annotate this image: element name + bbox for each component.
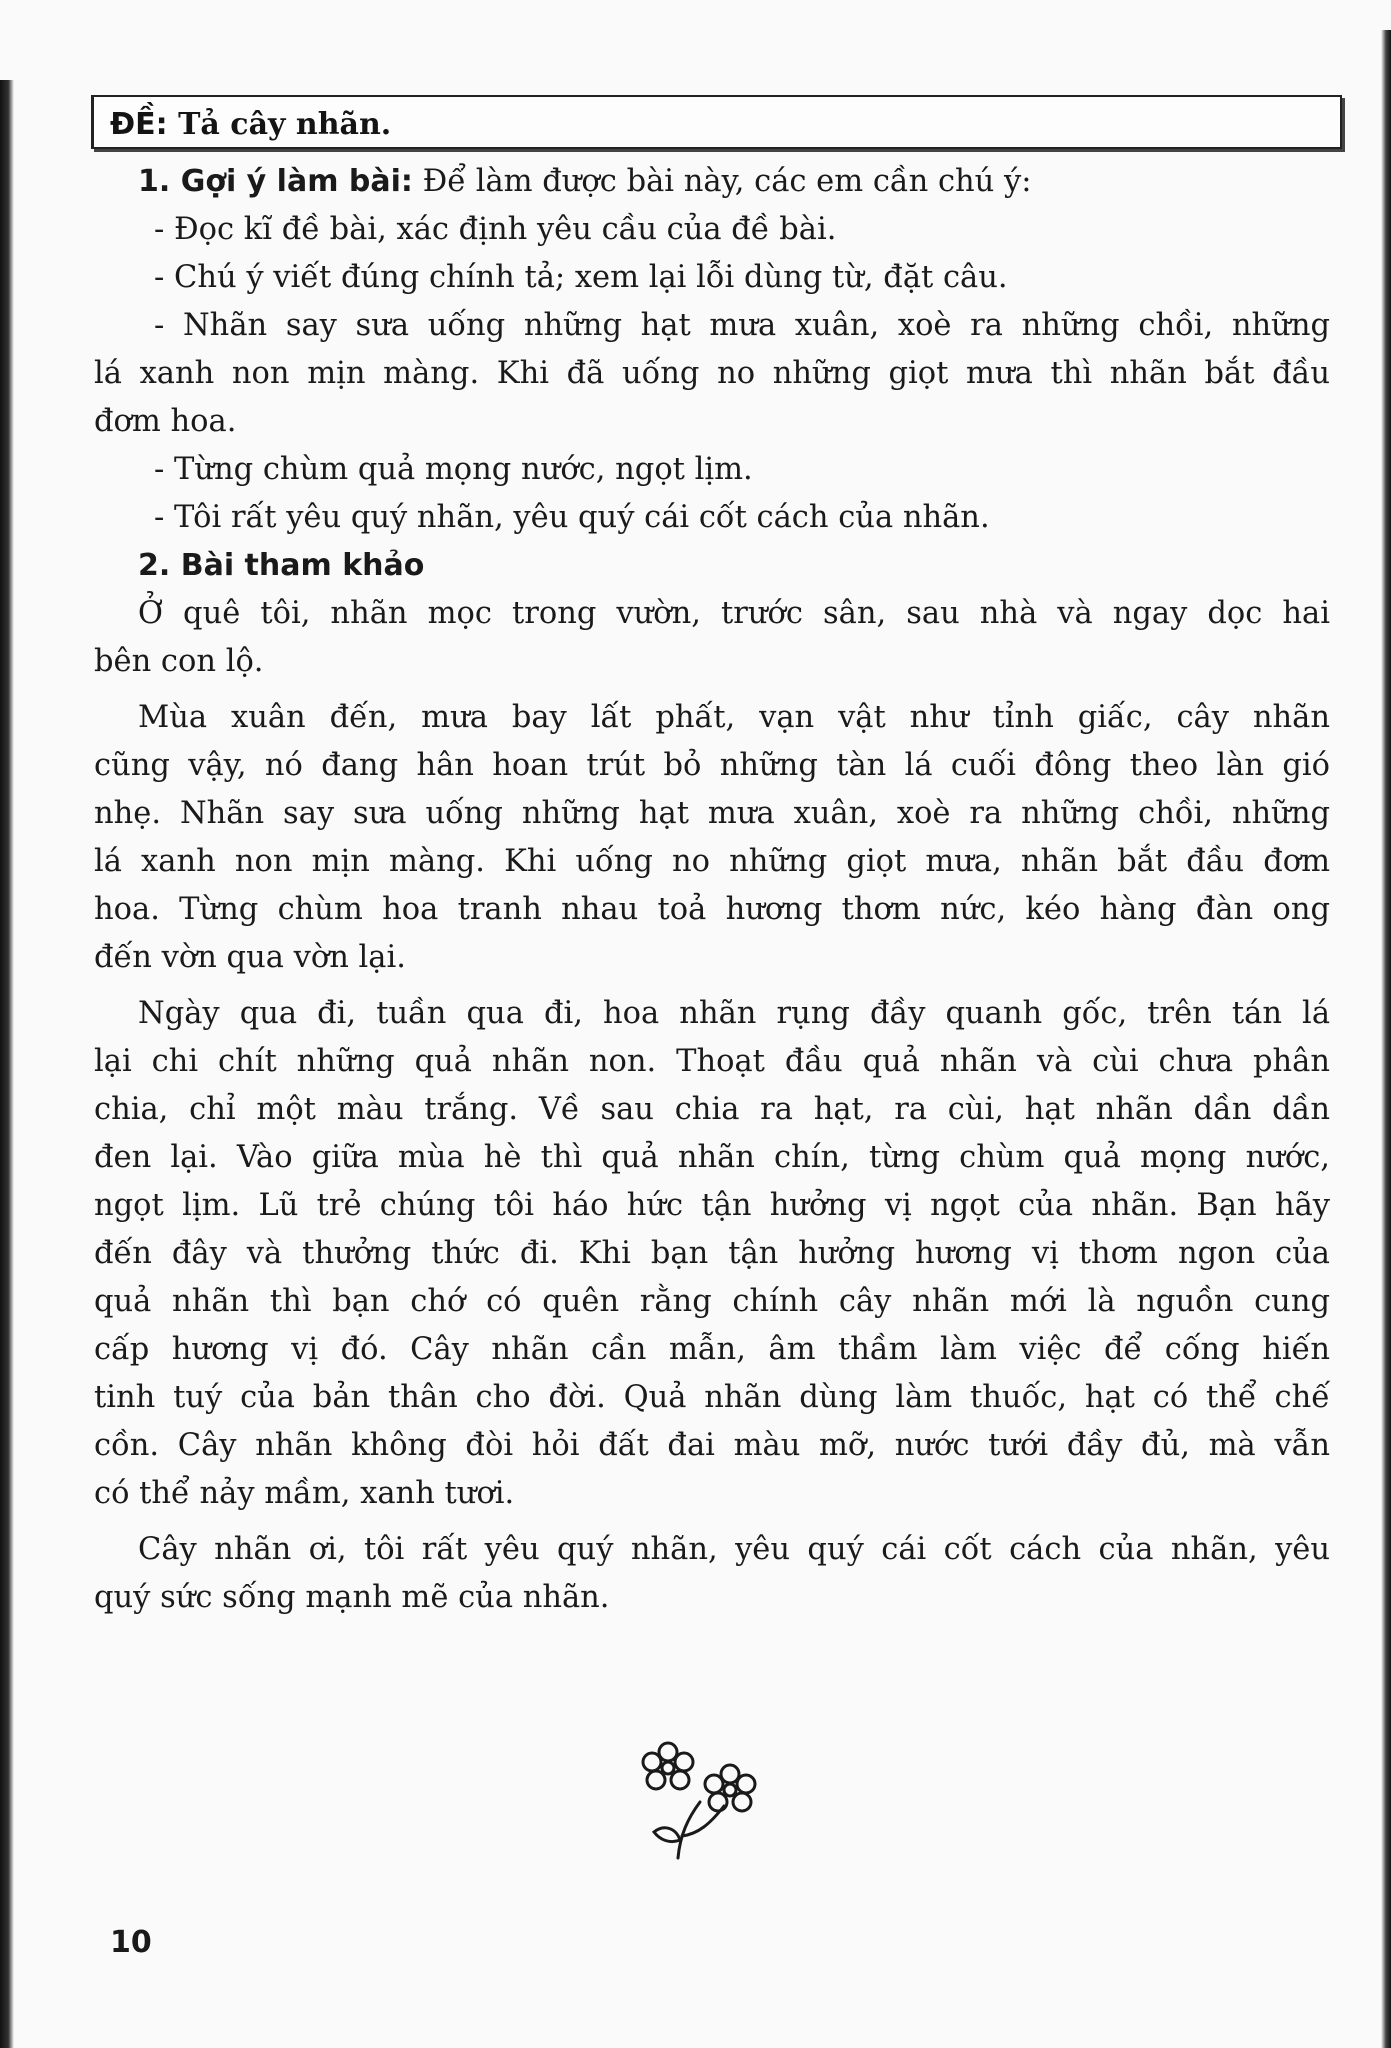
section1-heading-line bbox=[94, 158, 1330, 206]
paragraph-line: Ngày qua đi, tuần qua đi, hoa nhãn rụng đầy quanh gốc, trên tán lá bbox=[138, 996, 1330, 1031]
list-item-continuation: đơm hoa. bbox=[94, 404, 237, 439]
paragraph-line: Cây nhãn ơi, tôi rất yêu quý nhãn, yêu quý cái cốt cách của nhãn, yêu bbox=[138, 1532, 1330, 1567]
title-box bbox=[91, 95, 1342, 149]
paragraph-line: Ở quê tôi, nhãn mọc trong vườn, trước sân, sau nhà và ngay dọc hai bbox=[138, 596, 1330, 631]
paragraph-3 bbox=[94, 990, 1330, 1518]
paragraph-line: có thể nảy mầm, xanh tươi. bbox=[94, 1476, 515, 1511]
paragraph-line: ngọt lịm. Lũ trẻ chúng tôi háo hức tận hưởng vị ngọt của nhãn. Bạn hãy bbox=[94, 1188, 1330, 1223]
paragraph-gap bbox=[94, 1518, 1330, 1526]
paragraph-line: đến đây và thưởng thức đi. Khi bạn tận hưởng hương vị thơm ngon của bbox=[94, 1236, 1330, 1271]
list-item: - Chú ý viết đúng chính tả; xem lại lỗi dùng từ, đặt câu. bbox=[154, 260, 1008, 295]
paragraph-gap bbox=[94, 982, 1330, 990]
paragraph-gap bbox=[94, 686, 1330, 694]
paragraph-line: cũng vậy, nó đang hân hoan trút bỏ những tàn lá cuối đông theo làn gió bbox=[94, 748, 1330, 783]
paragraph-1 bbox=[94, 590, 1330, 686]
paragraph-line: nhẹ. Nhãn say sưa uống những hạt mưa xuân, xoè ra những chồi, những bbox=[94, 796, 1330, 831]
paragraph-line: đen lại. Vào giữa mùa hè thì quả nhãn chín, từng chùm quả mọng nước, bbox=[94, 1140, 1330, 1175]
page-title bbox=[110, 107, 391, 142]
paragraph-line: quả nhãn thì bạn chớ có quên rằng chính cây nhãn mới là nguồn cung bbox=[94, 1284, 1330, 1319]
paragraph-2 bbox=[94, 694, 1330, 982]
paragraph-line: chia, chỉ một màu trắng. Về sau chia ra hạt, ra cùi, hạt nhãn dần dần bbox=[94, 1092, 1330, 1127]
paragraph-line: quý sức sống mạnh mẽ của nhãn. bbox=[94, 1580, 610, 1615]
flower-ornament-icon bbox=[630, 1740, 780, 1860]
paragraph-line: cấp hương vị đó. Cây nhãn cần mẫn, âm thầm làm việc để cống hiến bbox=[94, 1332, 1330, 1367]
title-label: ĐỀ: bbox=[110, 107, 168, 142]
list-item: - Đọc kĩ đề bài, xác định yêu cầu của đề bài. bbox=[154, 212, 837, 247]
paragraph-line: đến vờn qua vờn lại. bbox=[94, 940, 406, 975]
paragraph-line: lại chi chít những quả nhãn non. Thoạt đầu quả nhãn và cùi chưa phân bbox=[94, 1044, 1330, 1079]
page-number: 10 bbox=[110, 1925, 152, 1960]
page-right-edge-shadow bbox=[1381, 30, 1391, 2048]
paragraph-line: hoa. Từng chùm hoa tranh nhau toả hương thơm nức, kéo hàng đàn ong bbox=[94, 892, 1330, 927]
paragraph-line: bên con lộ. bbox=[94, 644, 264, 679]
paragraph-line: cồn. Cây nhãn không đòi hỏi đất đai màu mỡ, nước tưới đầy đủ, mà vẫn bbox=[94, 1428, 1330, 1463]
section1-intro: Để làm được bài này, các em cần chú ý: bbox=[422, 164, 1032, 199]
paragraph-line: Mùa xuân đến, mưa bay lất phất, vạn vật như tỉnh giấc, cây nhãn bbox=[138, 700, 1330, 735]
title-text: Tả cây nhãn. bbox=[178, 107, 392, 142]
page-content bbox=[94, 158, 1330, 1622]
list-item-continuation: lá xanh non mịn màng. Khi đã uống no những giọt mưa thì nhãn bắt đầu bbox=[94, 356, 1330, 391]
paragraph-4 bbox=[94, 1526, 1330, 1622]
paragraph-line: tinh tuý của bản thân cho đời. Quả nhãn dùng làm thuốc, hạt có thể chế bbox=[94, 1380, 1330, 1415]
page-left-edge-shadow bbox=[0, 80, 14, 2048]
list-item: - Từng chùm quả mọng nước, ngọt lịm. bbox=[154, 452, 753, 487]
section2-heading-line bbox=[94, 542, 1330, 590]
paragraph-line: lá xanh non mịn màng. Khi uống no những giọt mưa, nhãn bắt đầu đơm bbox=[94, 844, 1330, 879]
section2-heading: 2. Bài tham khảo bbox=[138, 548, 425, 583]
list-item: - Tôi rất yêu quý nhãn, yêu quý cái cốt cách của nhãn. bbox=[154, 500, 990, 535]
list-item: - Nhãn say sưa uống những hạt mưa xuân, xoè ra những chồi, những bbox=[154, 308, 1330, 343]
section1-heading: 1. Gợi ý làm bài: bbox=[138, 164, 413, 199]
